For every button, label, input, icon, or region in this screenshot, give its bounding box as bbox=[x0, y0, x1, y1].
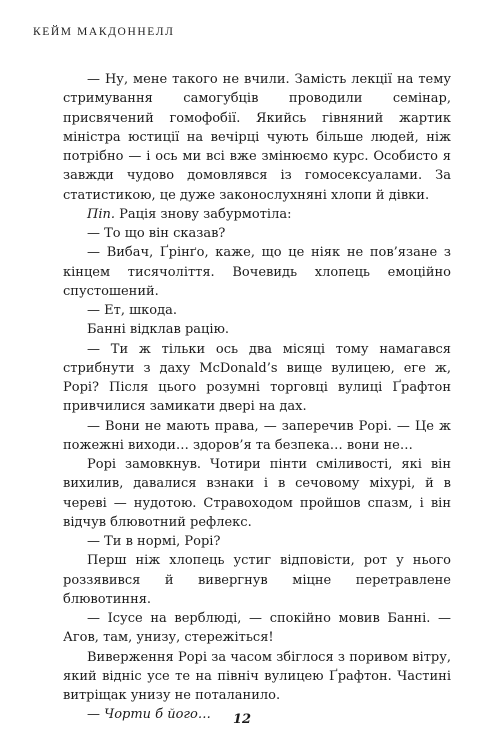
paragraph: — Ет, шкода. bbox=[87, 303, 178, 318]
paragraph: — Ти в нормі, Рорі? bbox=[87, 534, 221, 549]
page-number: 12 bbox=[232, 712, 252, 727]
paragraph bbox=[63, 205, 451, 224]
paragraph: — Вибач, Ґрінґо, каже, що це ніяк не пов’язане з кінцем тисячоліття. Вочевидь хлопець емоційно спустошений. bbox=[63, 245, 451, 299]
paragraph-text: Рація знову забурмотіла: bbox=[115, 206, 292, 222]
paragraph-text: — bbox=[87, 707, 105, 723]
paragraph: — То що він сказав? bbox=[87, 226, 226, 241]
paragraph: — Ти ж тільки ось два місяці тому намагався стрибнути з даху McDonald’s вище вулицею, еге ж, Рорі? Після цього розумні торговці вулиці Ґрафтон привчилися замикати двері на дах. bbox=[63, 341, 451, 415]
paragraph: — Ісусе на верблюді, — спокійно мовив Банні. — Агов, там, унизу, стережіться! bbox=[63, 611, 451, 646]
body-text bbox=[63, 70, 451, 725]
paragraph: Виверження Рорі за часом збіглося з поривом вітру, який відніс усе те на північ вулицею Ґрафтон. Частині витріщак унизу не поталанило. bbox=[63, 649, 451, 703]
paragraph-emphasis: Піп. bbox=[87, 206, 115, 222]
paragraph: Рорі замовкнув. Чотири пінти сміливості, які він вихилив, давалися взнаки і в сечовому міхурі, й в череві — нудотою. Стравоходом пройшов спазм, і він відчув блювотний рефлекс. bbox=[63, 457, 451, 530]
running-header: КЕЙМ МАКДОННЕЛЛ bbox=[33, 26, 175, 38]
paragraph: Перш ніж хлопець устиг відповісти, рот у нього роззявився й вивергнув міцне перетравлене блювотиння. bbox=[63, 553, 451, 607]
paragraph-emphasis: Чорти б його… bbox=[104, 707, 211, 723]
paragraph: Банні відклав рацію. bbox=[87, 322, 230, 338]
paragraph: — Вони не мають права, — заперечив Рорі. — Це ж пожежні виходи… здоров’я та безпека… вони не… bbox=[63, 418, 451, 453]
paragraph: — Ну, мене такого не вчили. Замість лекції на тему стримування самогубців проводили семінар, присвячений гомофобії. Якийсь гівняний жартик міністра юстиції на вечірці чують більше людей, ніж потрібно — і ось ми всі вже змінюємо курс. Особисто я завжди чудово домовлявся із гомосексуалами. За статистикою, це дуже законослухняні хлопи й дівки. bbox=[63, 72, 451, 203]
